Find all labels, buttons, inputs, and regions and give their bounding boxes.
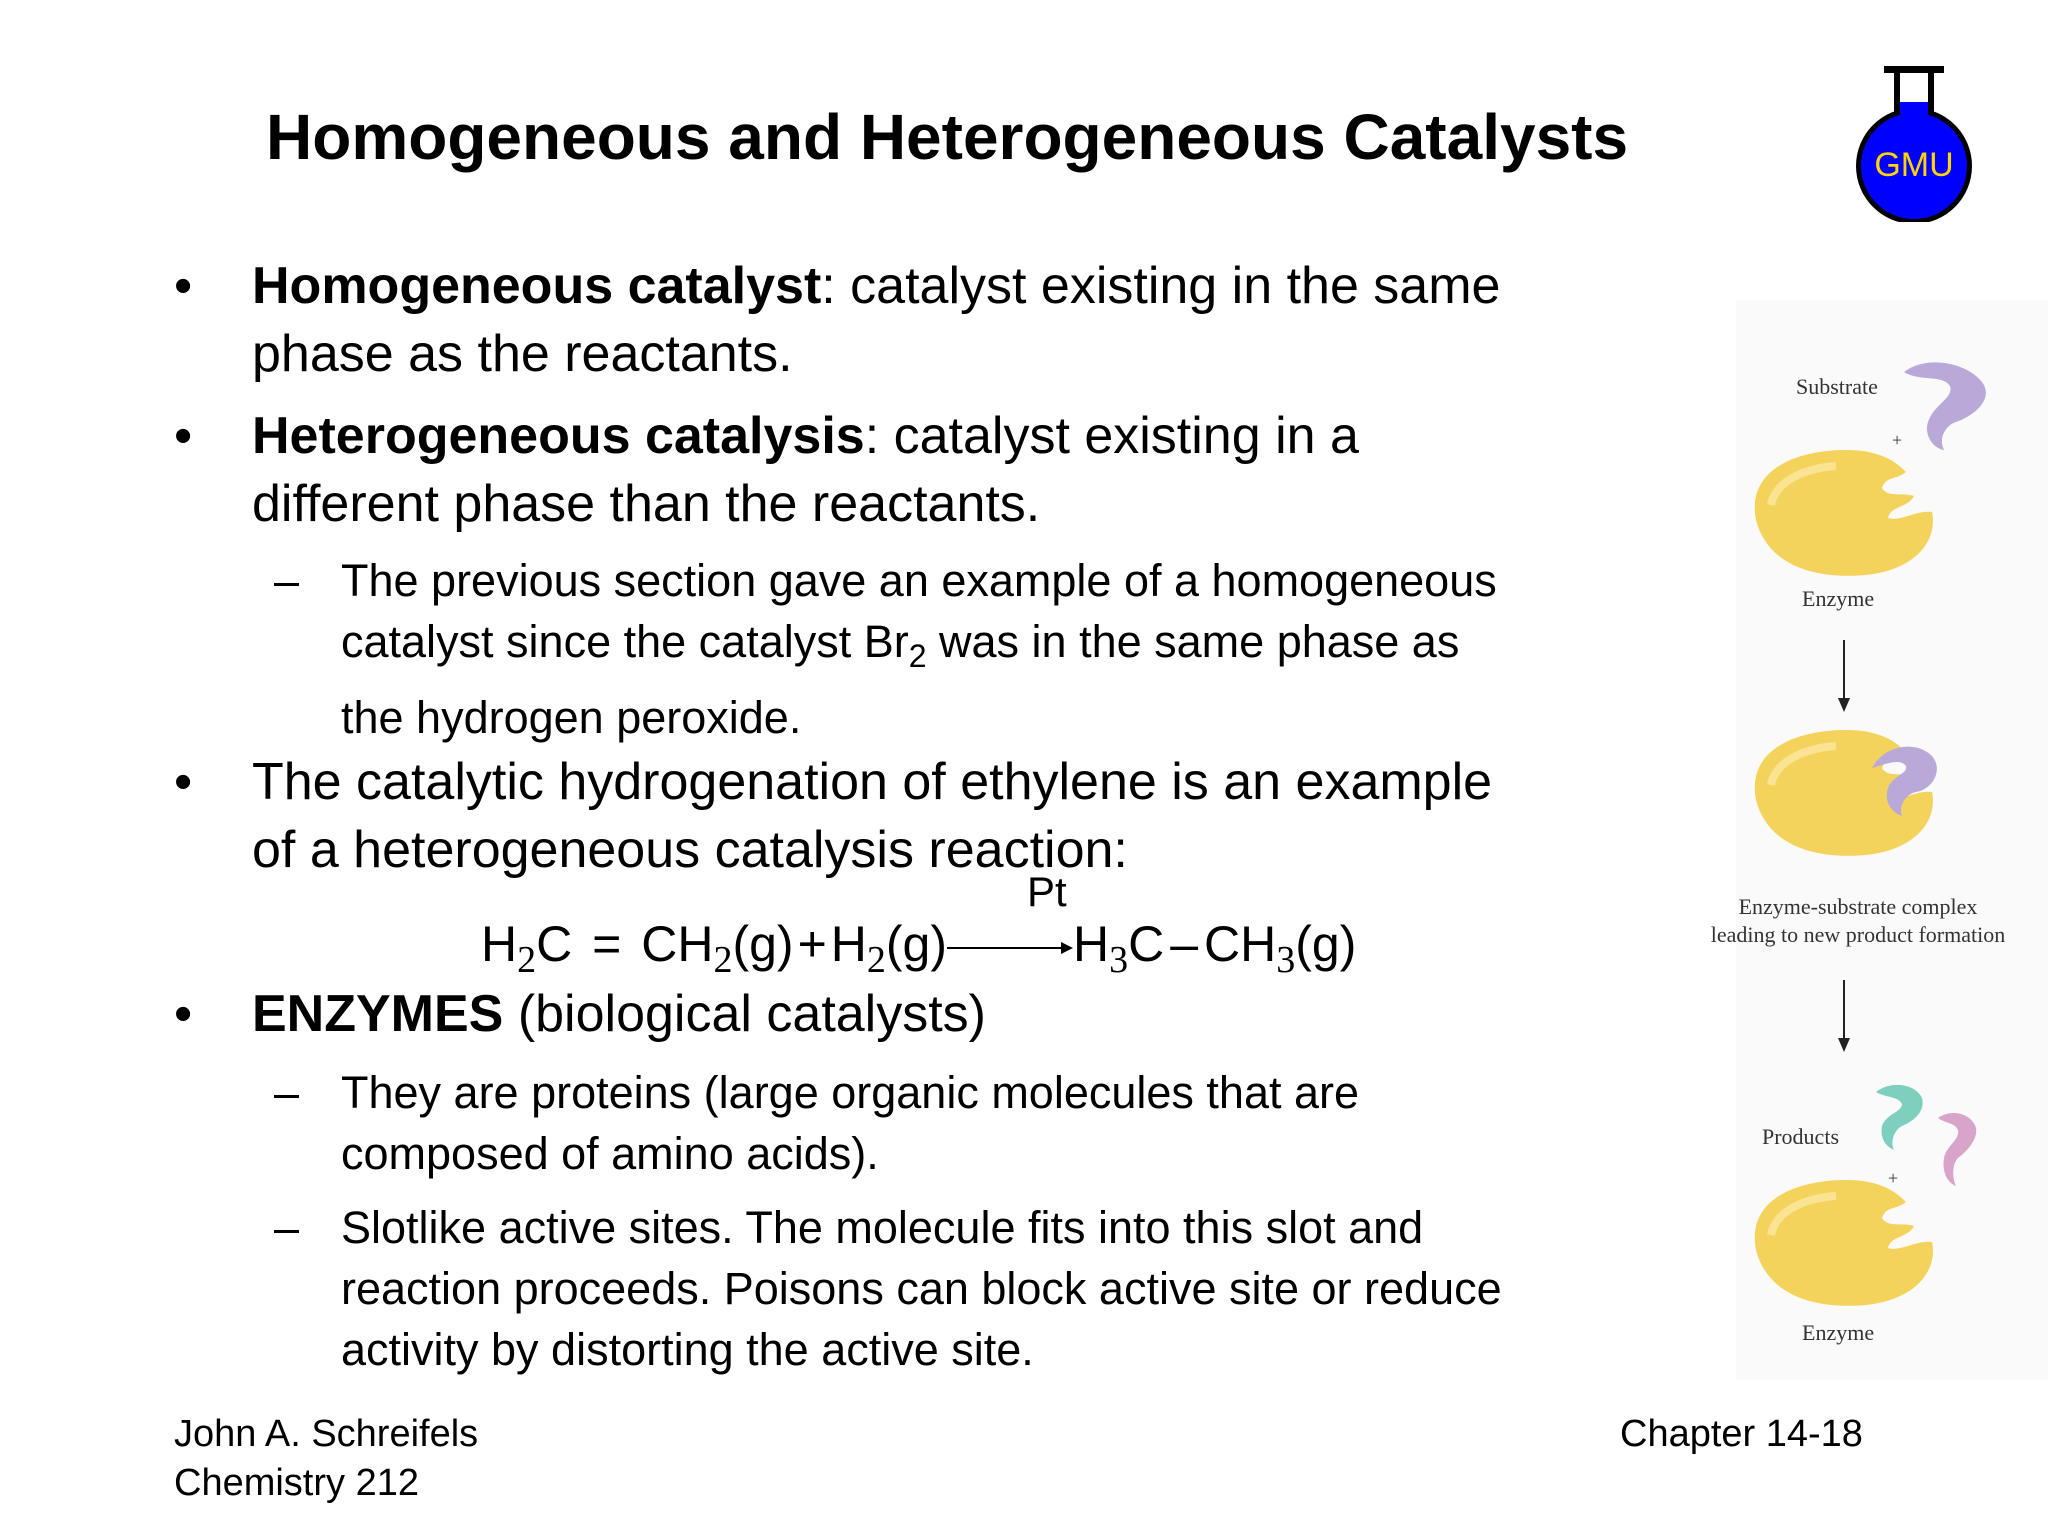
bullet-enzymes: • ENZYMES (biological catalysts) xyxy=(252,980,986,1048)
enzyme-label-1: Enzyme xyxy=(1802,586,1875,611)
products-label: Products xyxy=(1762,1124,1839,1149)
catalyst-pt: Pt xyxy=(1027,868,1067,915)
plus-sign-2: + xyxy=(1888,1168,1899,1188)
sub-bullet-previous-section: – The previous section gave an example of a homogeneous catalyst since the catalyst $Br_2$ was in the same phase as the hydrogen peroxide. xyxy=(341,550,1497,748)
complex-label-2: leading to new product formation xyxy=(1710,922,2006,947)
def-homogeneous: : catalyst existing in the same xyxy=(821,257,1501,315)
def-homogeneous-cont: phase as the reactants. xyxy=(252,325,793,383)
enzyme-label-2: Enzyme xyxy=(1802,1320,1875,1345)
enzyme-diagram xyxy=(1676,300,2048,1400)
footer-author: John A. Schreifels Chemistry 212 xyxy=(174,1413,479,1504)
equation-line: $H_2C = CH_2(g)+H_2(g)$ $H_3C - CH_3(g)$ xyxy=(481,916,1357,981)
logo-text: GMU xyxy=(1874,146,1954,184)
bullet-symbol: • xyxy=(174,753,193,811)
sub-bullet-proteins: – They are proteins (large organic molecules that are composed of amino acids). xyxy=(341,1062,1359,1184)
bullet-ethylene: • The catalytic hydrogenation of ethylene is an example of a heterogeneous catalysis reaction: xyxy=(252,748,1492,884)
dash-symbol: – xyxy=(274,1202,300,1253)
footer-page-number: Chapter 14-18 xyxy=(1620,1413,1863,1455)
dash-symbol: – xyxy=(274,555,300,606)
term-heterogeneous: Heterogeneous catalysis xyxy=(252,407,865,465)
dash-symbol: – xyxy=(274,1067,300,1118)
substrate-label: Substrate xyxy=(1796,374,1878,399)
def-heterogeneous: : catalyst existing in a xyxy=(864,407,1359,465)
def-heterogeneous-cont: different phase than the reactants. xyxy=(252,475,1041,533)
reaction-arrow xyxy=(947,938,1073,958)
bullet-homogeneous xyxy=(174,252,1501,388)
bullet-heterogeneous xyxy=(174,402,1359,538)
term-homogeneous: Homogeneous catalyst xyxy=(252,257,822,315)
complex-label-1: Enzyme-substrate complex xyxy=(1738,894,1978,919)
gmu-flask-logo xyxy=(1852,62,1982,222)
bullet-symbol: • xyxy=(174,985,193,1043)
slide-title: Homogeneous and Heterogeneous Catalysts xyxy=(266,101,1629,173)
plus-sign-1: + xyxy=(1892,430,1903,450)
term-enzymes: ENZYMES xyxy=(252,985,504,1043)
bullet-symbol: • xyxy=(174,407,193,465)
sub-bullet-active-sites: – Slotlike active sites. The molecule fits into this slot and reaction proceeds. Poisons can block active site or reduce activity by distorting the active site. xyxy=(341,1197,1502,1380)
bullet-symbol: • xyxy=(174,257,193,315)
